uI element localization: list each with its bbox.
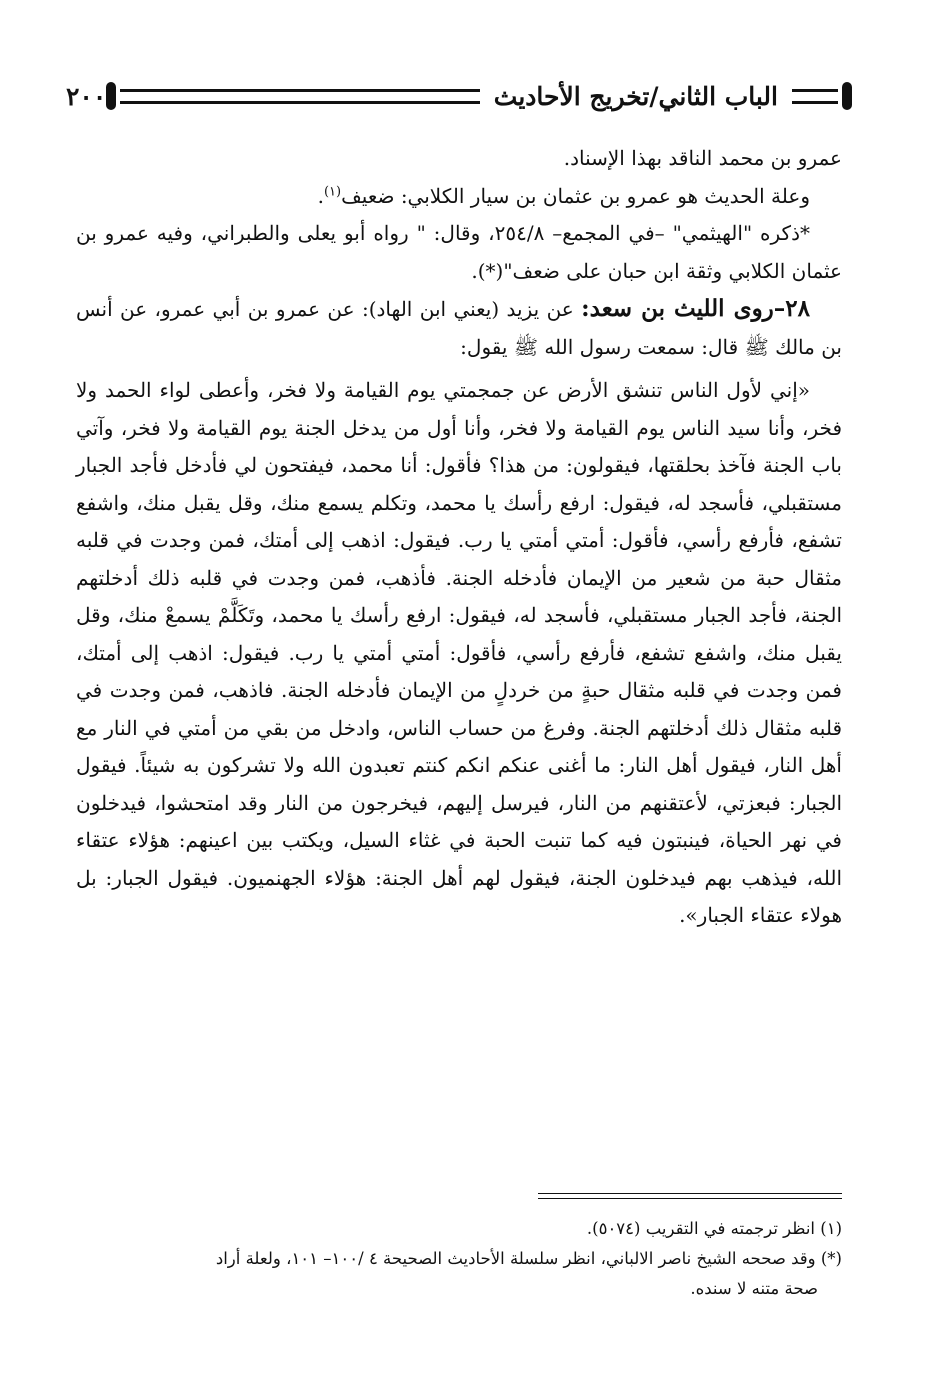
- illah-text: وعلة الحديث هو عمرو بن عثمان بن سيار الكلابي: ضعيف: [341, 183, 810, 208]
- header-rule-right: [120, 89, 479, 104]
- main-text: [76, 140, 842, 935]
- illah-end: .: [317, 183, 324, 208]
- hadith-chain: عن يزيد (يعني ابن الهاد): عن عمرو بن أبي عمرو، عن أنس بن مالك ﷺ قال: سمعت رسول الله ﷺ يقول:: [76, 297, 842, 359]
- running-title: الباب الثاني/تخريج الأحاديث: [493, 81, 778, 111]
- running-header: [52, 74, 852, 118]
- paragraph-hadith-28: [76, 290, 842, 366]
- footnote-1: (١) انظر ترجمته في التقريب (٥٠٧٤).: [586, 1219, 842, 1238]
- footnote-separator: [538, 1193, 842, 1199]
- rule-end-ornament: [106, 82, 116, 110]
- paragraph-isnad: عمرو بن محمد الناقد بهذا الإسناد.: [563, 146, 842, 170]
- header-rule-left: [792, 89, 838, 104]
- paragraph-illah: [76, 178, 842, 216]
- rule-end-ornament-left: [842, 82, 852, 110]
- hadith-text: «إني لأول الناس تنشق الأرض عن جمجمتي يوم القيامة ولا فخر، وأعطى لواء الحمد ولا فخر، وأنا سيد الناس يوم القيامة ولا فخر، وأنا أول من يدخل الجنة يوم القيامة ولا فخر، وآتي باب الجنة فآخذ بحلقتها، فيقولون: من هذا؟ فأقول: أنا محمد، فيفتحون لي فأدخل فأجد الجبار مستقبلي، فأسجد له، فيقول: ارفع رأسك يا محمد، وتكلم يسمع منك، وقل يقبل منك، واشفع تشفع، فأرفع رأسي، فأقول: أمتي أمتي يا رب. فيقول: اذهب إلى أمتك، فمن وجدت في قلبه مثقال حبة من شعير من الإيمان فأدخله الجنة. فأذهب، فمن وجدت في قلبه ذلك أدخلتهم الجنة، فأجد الجبار مستقبلي، فأسجد له، فيقول: ارفع رأسك يا محمد، وتَكَلَّمْ يسمعْ منك، وقل يقبل منك، واشفع تشفع، فأرفع رأسي، فأقول: أمتي أمتي يا رب. فيقول: اذهب إلى أمتك، فمن وجدت في قلبه مثقال حبةٍ من خردلٍ من الإيمان فأدخله الجنة. فاذهب، فمن وجدت في قلبه مثقال ذلك أدخلتهم الجنة. وفرغ من حساب الناس، وادخل من بقي من أمتي في النار مع أهل النار، فيقول أهل النار: ما أغنى عنكم انكم كنتم تعبدون الله ولا تشركون به شيئاً. فيقول الجبار: فبعزتي، لأعتقنهم من النار، فيرسل إليهم، فيخرجون من النار وقد امتحشوا، فيدخلون في نهر الحياة، فينبتون فيه كما تنبت الحبة في غثاء السيل، ويكتب بين اعينهم: هؤلاء عتقاء الله، فيذهب بهم فيدخلون الجنة، فيقول لهم أهل الجنة: هؤلاء الجهنميون. فيقول الجبار: بل هولاء عتقاء الجبار».: [76, 378, 842, 927]
- footnote-star: (*) وقد صححه الشيخ ناصر الالباني، انظر سلسلة الأحاديث الصحيحة ٤ /١٠٠– ١٠١، ولعلة أراد: [215, 1249, 842, 1268]
- footnote-star-continued: صحة متنه لا سنده.: [690, 1279, 818, 1298]
- footnotes: [76, 1214, 842, 1304]
- page-number: ٢٠٠: [66, 81, 107, 111]
- paragraph-haythami: *ذكره "الهيثمي" –في المجمع– ٢٥٤/٨، وقال: " رواه أبو يعلى والطبراني، وفيه عمرو بن عثمان الكلابي وثقة ابن حبان على ضعف"(*).: [76, 221, 842, 283]
- footnote-ref-1[interactable]: (١): [323, 183, 342, 199]
- hadith-number-heading: ٢٨–روى الليث بن سعد:: [581, 295, 810, 322]
